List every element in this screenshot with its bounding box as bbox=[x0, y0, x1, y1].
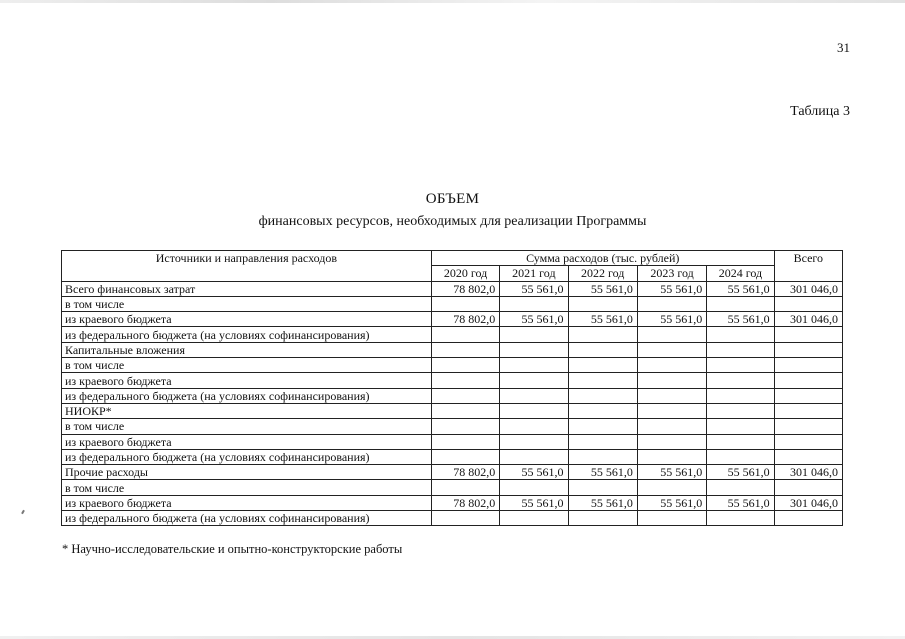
row-total-cell: 301 046,0 bbox=[774, 281, 842, 296]
row-year-cell bbox=[500, 449, 568, 464]
table-row bbox=[62, 480, 843, 495]
row-year-cell bbox=[637, 434, 706, 449]
row-year-cell bbox=[431, 296, 499, 311]
row-year-cell bbox=[500, 327, 568, 342]
table-row bbox=[62, 312, 843, 327]
row-year-cell bbox=[637, 511, 706, 526]
row-year-cell bbox=[500, 373, 568, 388]
row-year-cell bbox=[500, 511, 568, 526]
row-year-cell bbox=[568, 511, 637, 526]
row-year-cell bbox=[431, 327, 499, 342]
table-header-row bbox=[62, 251, 843, 266]
row-label: в том числе bbox=[62, 480, 432, 495]
table-row bbox=[62, 449, 843, 464]
row-year-cell bbox=[568, 388, 637, 403]
table-row bbox=[62, 403, 843, 418]
row-label: из краевого бюджета bbox=[62, 495, 432, 510]
row-year-cell bbox=[431, 388, 499, 403]
row-total-cell bbox=[774, 403, 842, 418]
row-label: из краевого бюджета bbox=[62, 434, 432, 449]
row-year-cell: 55 561,0 bbox=[637, 495, 706, 510]
row-year-cell bbox=[568, 403, 637, 418]
row-year-cell bbox=[637, 358, 706, 373]
row-year-cell bbox=[637, 388, 706, 403]
row-year-cell bbox=[431, 373, 499, 388]
table-row bbox=[62, 434, 843, 449]
row-year-cell bbox=[568, 296, 637, 311]
year-header-2020: 2020 год bbox=[431, 266, 499, 281]
row-year-cell: 55 561,0 bbox=[637, 312, 706, 327]
row-year-cell bbox=[500, 342, 568, 357]
row-year-cell bbox=[500, 358, 568, 373]
document-subtitle: финансовых ресурсов, необходимых для реализации Программы bbox=[258, 214, 647, 229]
row-total-cell bbox=[774, 511, 842, 526]
row-total-cell: 301 046,0 bbox=[774, 465, 842, 480]
table-row bbox=[62, 388, 843, 403]
row-year-cell bbox=[500, 296, 568, 311]
row-year-cell: 55 561,0 bbox=[707, 281, 774, 296]
row-year-cell bbox=[707, 358, 774, 373]
row-total-cell bbox=[774, 419, 842, 434]
year-header-2024: 2024 год bbox=[707, 266, 774, 281]
row-year-cell bbox=[637, 403, 706, 418]
row-year-cell: 55 561,0 bbox=[707, 465, 774, 480]
row-total-cell bbox=[774, 327, 842, 342]
row-year-cell bbox=[500, 388, 568, 403]
sum-column-header: Сумма расходов (тыс. рублей) bbox=[431, 251, 774, 266]
row-total-cell bbox=[774, 388, 842, 403]
row-year-cell bbox=[500, 434, 568, 449]
row-year-cell bbox=[637, 480, 706, 495]
page-number: 31 bbox=[837, 40, 850, 55]
row-year-cell bbox=[568, 449, 637, 464]
year-header-2022: 2022 год bbox=[568, 266, 637, 281]
row-year-cell bbox=[431, 403, 499, 418]
row-label: НИОКР* bbox=[62, 403, 432, 418]
table-row bbox=[62, 342, 843, 357]
row-year-cell bbox=[568, 342, 637, 357]
row-year-cell: 55 561,0 bbox=[707, 312, 774, 327]
row-year-cell bbox=[707, 327, 774, 342]
footnote: * Научно-исследовательские и опытно-конструкторские работы bbox=[62, 542, 403, 556]
table-row bbox=[62, 465, 843, 480]
row-year-cell bbox=[707, 480, 774, 495]
row-year-cell: 55 561,0 bbox=[568, 465, 637, 480]
row-total-cell bbox=[774, 296, 842, 311]
row-year-cell: 55 561,0 bbox=[500, 281, 568, 296]
table-row bbox=[62, 511, 843, 526]
row-year-cell bbox=[637, 296, 706, 311]
table-row bbox=[62, 281, 843, 296]
row-year-cell: 55 561,0 bbox=[637, 465, 706, 480]
table-row bbox=[62, 327, 843, 342]
source-column-header: Источники и направления расходов bbox=[62, 251, 432, 282]
row-label: из федерального бюджета (на условиях софинансирования) bbox=[62, 327, 432, 342]
row-year-cell: 55 561,0 bbox=[707, 495, 774, 510]
row-year-cell bbox=[431, 342, 499, 357]
row-year-cell: 55 561,0 bbox=[500, 312, 568, 327]
financial-resources-table bbox=[61, 250, 843, 526]
row-year-cell bbox=[637, 342, 706, 357]
row-total-cell bbox=[774, 342, 842, 357]
row-year-cell bbox=[500, 419, 568, 434]
row-year-cell bbox=[568, 358, 637, 373]
row-label: Всего финансовых затрат bbox=[62, 281, 432, 296]
row-label: из краевого бюджета bbox=[62, 373, 432, 388]
row-total-cell bbox=[774, 480, 842, 495]
year-header-2023: 2023 год bbox=[637, 266, 706, 281]
row-year-cell bbox=[707, 434, 774, 449]
document-title: ОБЪЕМ bbox=[425, 191, 480, 207]
row-year-cell bbox=[431, 434, 499, 449]
row-year-cell: 55 561,0 bbox=[568, 281, 637, 296]
row-label: из федерального бюджета (на условиях софинансирования) bbox=[62, 388, 432, 403]
row-label: из краевого бюджета bbox=[62, 312, 432, 327]
row-year-cell bbox=[500, 480, 568, 495]
row-year-cell bbox=[707, 449, 774, 464]
row-year-cell bbox=[637, 449, 706, 464]
row-year-cell bbox=[707, 403, 774, 418]
row-total-cell bbox=[774, 449, 842, 464]
row-year-cell bbox=[707, 511, 774, 526]
table-row bbox=[62, 419, 843, 434]
row-year-cell: 78 802,0 bbox=[431, 465, 499, 480]
row-year-cell: 55 561,0 bbox=[568, 495, 637, 510]
row-year-cell bbox=[707, 296, 774, 311]
scan-speck bbox=[21, 510, 25, 514]
row-year-cell: 78 802,0 bbox=[431, 312, 499, 327]
row-year-cell bbox=[431, 480, 499, 495]
row-label: в том числе bbox=[62, 419, 432, 434]
row-year-cell bbox=[500, 403, 568, 418]
row-year-cell: 55 561,0 bbox=[637, 281, 706, 296]
table-row bbox=[62, 373, 843, 388]
row-year-cell: 55 561,0 bbox=[500, 495, 568, 510]
table-body bbox=[62, 281, 843, 526]
row-total-cell bbox=[774, 358, 842, 373]
row-year-cell bbox=[568, 373, 637, 388]
table-row bbox=[62, 296, 843, 311]
table-row bbox=[62, 358, 843, 373]
row-label: из федерального бюджета (на условиях софинансирования) bbox=[62, 511, 432, 526]
row-year-cell bbox=[707, 342, 774, 357]
row-label: Капитальные вложения bbox=[62, 342, 432, 357]
row-label: из федерального бюджета (на условиях софинансирования) bbox=[62, 449, 432, 464]
table-label: Таблица 3 bbox=[790, 104, 850, 119]
row-year-cell: 55 561,0 bbox=[568, 312, 637, 327]
row-label: в том числе bbox=[62, 358, 432, 373]
row-total-cell: 301 046,0 bbox=[774, 312, 842, 327]
row-year-cell bbox=[637, 373, 706, 388]
row-total-cell bbox=[774, 434, 842, 449]
row-year-cell: 55 561,0 bbox=[500, 465, 568, 480]
row-total-cell: 301 046,0 bbox=[774, 495, 842, 510]
row-year-cell bbox=[637, 327, 706, 342]
row-year-cell: 78 802,0 bbox=[431, 495, 499, 510]
row-year-cell bbox=[707, 419, 774, 434]
row-year-cell bbox=[568, 480, 637, 495]
scan-edge-top bbox=[0, 0, 905, 3]
row-year-cell bbox=[431, 511, 499, 526]
year-header-2021: 2021 год bbox=[500, 266, 568, 281]
total-column-header: Всего bbox=[774, 251, 842, 282]
table-row bbox=[62, 495, 843, 510]
row-year-cell bbox=[431, 419, 499, 434]
row-year-cell bbox=[431, 449, 499, 464]
row-label: Прочие расходы bbox=[62, 465, 432, 480]
row-year-cell bbox=[568, 327, 637, 342]
row-total-cell bbox=[774, 373, 842, 388]
row-year-cell: 78 802,0 bbox=[431, 281, 499, 296]
row-year-cell bbox=[707, 373, 774, 388]
row-year-cell bbox=[707, 388, 774, 403]
row-label: в том числе bbox=[62, 296, 432, 311]
row-year-cell bbox=[568, 419, 637, 434]
row-year-cell bbox=[637, 419, 706, 434]
row-year-cell bbox=[431, 358, 499, 373]
row-year-cell bbox=[568, 434, 637, 449]
